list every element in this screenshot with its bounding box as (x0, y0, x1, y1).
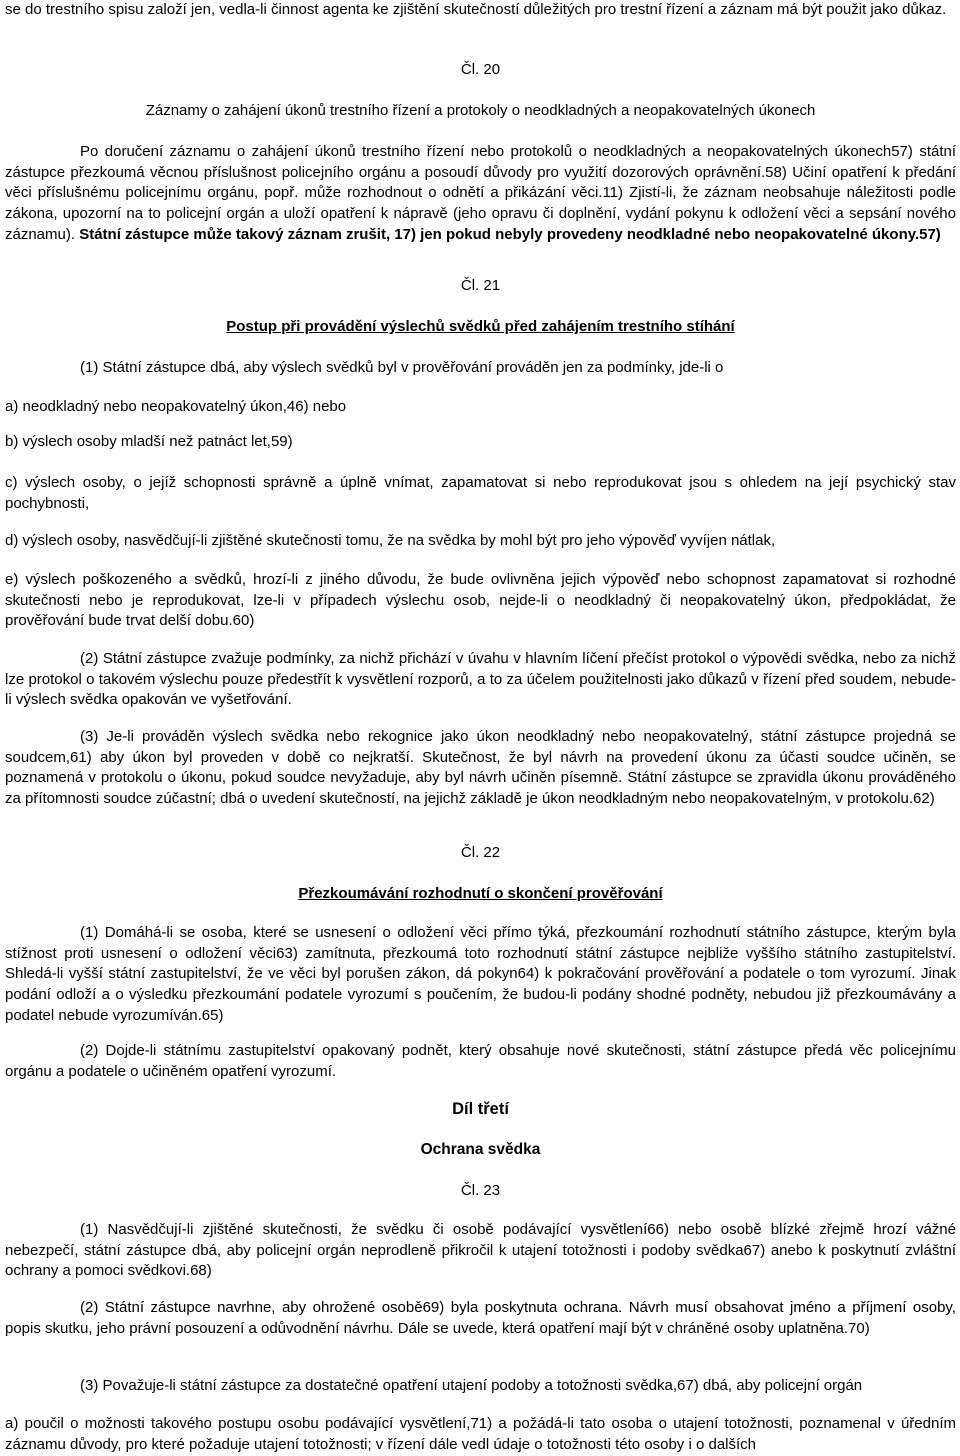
article-22-paragraph-1: (1) Domáhá-li se osoba, které se usnesení o odložení věci přímo týká, přezkoumání rozhodnutí státního zástupce, kterým byla stížnost proti usnesení o odložení věci63) zamítnuta, přezkoumá toto rozhodnutí státní zástupce nejbliže vyššího státního zastupitelství. Shledá-li vyšší státní zastupitelství, že ve věci byl porušen zákon, dá pokyn64) k pokračování prověřování a podatele o tom vyrozumí. Jinak podání odloží a o výsledku přezkoumání podatele vyrozumí s poučením, že budou-li podány shodné podněty, nebudou již přezkoumávány a podatel nebude vyrozumíván.65) (5, 924, 956, 1024)
article-21-paragraph-3: (3) Je-li prováděn výslech svědka nebo rekognice jako úkon neodkladný nebo neopakovatelný, státní zástupce projedná se soudcem,61) aby úkon byl proveden v době co nejkratší. Skutečnost, že byl návrh na provedení úkonu za účasti soudce učiněn, se poznamená v protokolu o úkonu, pokud soudce nevyžaduje, aby byl návrh učiněn písemně. Státní zástupce se zpravidla úkonu prováděného za přítomnosti soudce zúčastní; dbá o uvedení skutečností, na jejichž základě je úkon neodkladným nebo neopakovatelným, v protokolu.62) (5, 728, 956, 808)
article-23-paragraph-2: (2) Státní zástupce navrhne, aby ohrožené osobě69) byla poskytnuta ochrana. Návrh musí obsahovat jméno a příjmení osoby, popis skutku, jeho právní posouzení a odůvodnění návrhu. Dále se uvede, která opatření mají být v chráněné osoby uplatněna.70) (5, 1299, 956, 1337)
article-22-title: Přezkoumávání rozhodnutí o skončení prověřování (298, 885, 663, 902)
article-23-paragraph-1: (1) Nasvědčují-li zjištěné skutečnosti, že svědku či osobě podávající vysvětlení66) nebo osobě blízké zřejmě hrozí vážné nebezpečí, státní zástupce dbá, aby policejní orgán neprodleně přikročil k utajení totožnosti i podoby svědka67) anebo k poskytnutí zvláštní ochrany a pomoci svědkovi.68) (5, 1221, 956, 1280)
article-21-paragraph-1: (1) Státní zástupce dbá, aby výslech svědků byl v prověřování prováděn jen za podmínky, jde-li o (80, 359, 724, 376)
article-21-item-e: e) výslech poškozeného a svědků, hrozí-li z jiného důvodu, že bude ovlivněna jejich výpověď nebo schopnost zapamatovat si rozhodné skutečnosti nebo je reprodukovat, lze-li v případech výslechu osob, nejde-li o neodkladný či neopakovatelný úkon, předpokládat, že prověřování bude trvat delší dobu.60) (5, 571, 956, 630)
article-21-item-d: d) výslech osoby, nasvědčují-li zjištěné skutečnosti tomu, že na svědka by mohl být pro jeho výpověď vyvíjen nátlak, (5, 532, 776, 549)
article-21-item-b: b) výslech osoby mladší než patnáct let,59) (5, 433, 293, 450)
article-22-number: Čl. 22 (460, 844, 501, 861)
article-20-title: Záznamy o zahájení úkonů trestního řízení a protokoly o neodkladných a neopakovatelných úkonech (145, 102, 816, 119)
article-21-title: Postup při provádění výslechů svědků před zahájením trestního stíhání (226, 318, 735, 335)
article-21-number: Čl. 21 (460, 277, 501, 294)
article-21-item-c: c) výslech osoby, o jejíž schopnosti správně a úplně vnímat, zapamatovat si nebo reprodukovat jsou s ohledem na její psychický stav pochybnosti, (5, 474, 956, 512)
article-22-paragraph-2: (2) Dojde-li státnímu zastupitelství opakovaný podnět, který obsahuje nové skutečnosti, státní zástupce předá věc policejnímu orgánu a podatele o učiněném opatření vyrozumí. (5, 1042, 956, 1080)
article-21-item-a: a) neodkladný nebo neopakovatelný úkon,46) nebo (5, 398, 347, 415)
article-23-item-a: a) poučil o možnosti takového postupu osobu podávající vysvětlení,71) a požádá-li tato osoba o utajení totožnosti, poznamenal v úředním záznamu důvody, pro které požaduje utajení totožnosti; v řízení dále vedl údaje o totožnosti této osoby i o dalších (5, 1415, 956, 1453)
article-23-paragraph-3: (3) Považuje-li státní zástupce za dostatečné opatření utajení podoby a totožnosti svědka,67) dbá, aby policejní orgán (80, 1377, 863, 1394)
part-3-subtitle: Ochrana svědka (420, 1141, 541, 1158)
article-20-text-bold: Státní zástupce může takový záznam zrušit, 17) jen pokud nebyly provedeny neodkladné nebo neopakovatelné úkony.57) (75, 225, 941, 243)
article-20-paragraph (5, 142, 956, 246)
intro-paragraph: se do trestního spisu založí jen, vedla-li činnost agenta ke zjištění skutečností důležitých pro trestní řízení a záznam má být použit jako důkaz. (5, 1, 947, 18)
article-20-number: Čl. 20 (460, 61, 501, 78)
part-3-title: Díl třetí (452, 1100, 509, 1118)
article-21-paragraph-2: (2) Státní zástupce zvažuje podmínky, za nichž přichází v úvahu v hlavním líčení přečíst protokol o výpovědi svědka, nebo za nichž lze protokol o takovém výslechu pouze předestřít k vysvětlení rozporů, a to za účelem použitelnosti jako důkazů v řízení před soudem, nebude-li výslech svědka opakován ve vyšetřování. (5, 650, 956, 709)
article-20-text: Po doručení záznamu o zahájení úkonů trestního řízení nebo protokolů o neodkladných a neopakovatelných úkonech57) státní zástupce přezkoumá věcnou příslušnost policejního orgánu a posoudí důvody pro využití dozorových oprávnění.58) Učiní opatření k předání věci příslušnému policejnímu orgánu, popř. může rozhodnout o odnětí a přikázání věci.11) Zjistí-li, že záznam neobsahuje náležitosti podle zákona, upozorní na to policejní orgán a uloží opatření k nápravě (jeho opravu či doplnění, vydání pokynu k odložení věci a sepsání nového záznamu). (5, 143, 956, 243)
article-23-number: Čl. 23 (460, 1182, 501, 1199)
